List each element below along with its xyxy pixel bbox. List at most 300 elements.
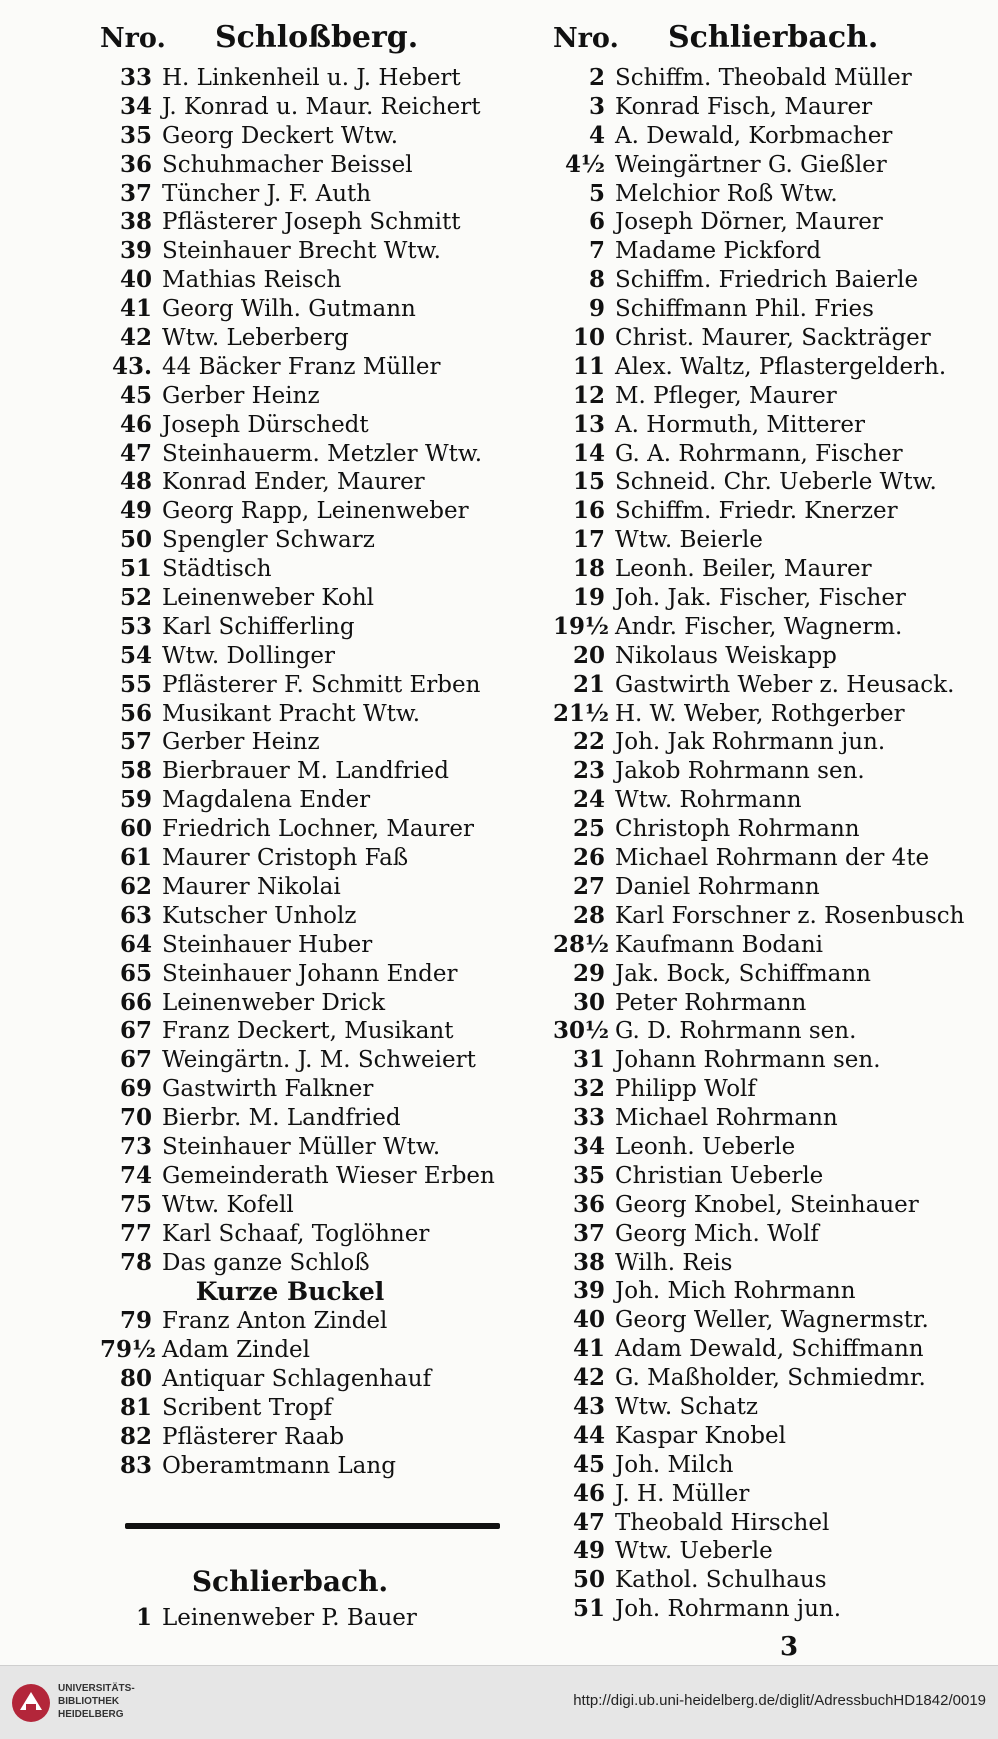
resident-name: Gastwirth Falkner <box>162 1076 374 1103</box>
schlierbach-first-entries <box>100 1604 520 1633</box>
house-number: 83 <box>119 1451 152 1479</box>
resident-name: Michael Rohrmann der 4te <box>615 845 930 872</box>
house-number: 20 <box>572 641 605 669</box>
list-item <box>553 1335 983 1364</box>
list-item <box>100 989 520 1018</box>
resident-name: Konrad Ender, Maurer <box>162 469 425 496</box>
house-number: 41 <box>572 1335 605 1363</box>
list-item <box>553 728 983 757</box>
resident-name: Jak. Bock, Schiffmann <box>615 960 871 987</box>
list-item <box>553 1364 983 1393</box>
list-item <box>553 180 983 209</box>
resident-name: Jakob Rohrmann sen. <box>615 758 865 785</box>
list-item <box>553 208 983 237</box>
left-column-header <box>100 20 520 64</box>
list-item <box>553 1422 983 1451</box>
resident-name: Philipp Wolf <box>615 1076 756 1103</box>
house-number: 29 <box>572 959 605 987</box>
house-number: 77 <box>119 1219 152 1247</box>
resident-name: H. W. Weber, Rothgerber <box>615 700 905 727</box>
library-name <box>58 1682 135 1721</box>
resident-name: Mathias Reisch <box>162 267 342 294</box>
house-number: 21 <box>572 670 605 698</box>
list-item <box>100 468 520 497</box>
resident-name: Maurer Nikolai <box>162 873 341 900</box>
list-item <box>100 1604 520 1633</box>
list-item <box>553 844 983 873</box>
resident-name: Schuhmacher Beissel <box>162 151 413 178</box>
house-number: 36 <box>572 1190 605 1218</box>
house-number: 39 <box>572 1277 605 1305</box>
resident-name: M. Pfleger, Maurer <box>615 382 837 409</box>
list-item <box>553 1306 983 1335</box>
list-item <box>100 180 520 209</box>
resident-name: Weingärtn. J. M. Schweiert <box>162 1047 476 1074</box>
list-item <box>553 700 983 729</box>
list-item <box>553 642 983 671</box>
house-number: 17 <box>572 526 605 554</box>
resident-name: Karl Schifferling <box>162 613 355 640</box>
resident-name: Joh. Milch <box>615 1451 734 1478</box>
resident-name: Karl Schaaf, Toglöhner <box>162 1220 430 1247</box>
list-item <box>100 1104 520 1133</box>
resident-name: Steinhauer Johann Ender <box>162 960 458 987</box>
list-item <box>100 613 520 642</box>
list-item <box>553 1451 983 1480</box>
house-number: 41 <box>119 295 152 323</box>
house-number: 31 <box>572 1046 605 1074</box>
nro-label: Nro. <box>553 23 619 54</box>
resident-name: Johann Rohrmann sen. <box>615 1047 881 1074</box>
list-item <box>100 844 520 873</box>
resident-name: Alex. Waltz, Pflastergelderh. <box>615 353 947 380</box>
house-number: 42 <box>572 1364 605 1392</box>
list-item <box>100 1307 520 1336</box>
house-number: 23 <box>572 757 605 785</box>
resident-name: Franz Anton Zindel <box>162 1308 388 1335</box>
list-item <box>100 1133 520 1162</box>
resident-name: Schiffm. Friedrich Baierle <box>615 267 919 294</box>
list-item <box>553 757 983 786</box>
schlierbach-section-start <box>100 1560 520 1633</box>
resident-name: Melchior Roß Wtw. <box>615 180 838 207</box>
resident-name: Städtisch <box>162 556 272 583</box>
house-number: 78 <box>119 1248 152 1276</box>
house-number: 52 <box>119 584 152 612</box>
resident-name: Scribent Tropf <box>162 1395 333 1422</box>
resident-name: Steinhauer Huber <box>162 931 373 958</box>
house-number: 21½ <box>553 699 609 727</box>
house-number: 13 <box>572 410 605 438</box>
list-item <box>553 873 983 902</box>
resident-name: Christoph Rohrmann <box>615 816 860 843</box>
list-item <box>100 931 520 960</box>
house-number: 59 <box>119 786 152 814</box>
footer-bar <box>0 1665 998 1739</box>
house-number: 34 <box>119 92 152 120</box>
list-item <box>100 353 520 382</box>
resident-name: Leinenweber Drick <box>162 989 386 1016</box>
house-number: 82 <box>119 1422 152 1450</box>
resident-name: Schiffmann Phil. Fries <box>615 296 874 323</box>
resident-name: G. Maßholder, Schmiedmr. <box>615 1365 926 1392</box>
house-number: 33 <box>572 1104 605 1132</box>
resident-name: Musikant Pracht Wtw. <box>162 700 421 727</box>
resident-name: G. A. Rohrmann, Fischer <box>615 440 903 467</box>
house-number: 33 <box>119 64 152 91</box>
house-number: 25 <box>572 815 605 843</box>
house-number: 39 <box>119 237 152 265</box>
page-number: 3 <box>780 1632 799 1662</box>
resident-name: Leinenweber Kohl <box>162 585 374 612</box>
house-number: 30½ <box>553 1017 609 1045</box>
resident-name: J. H. Müller <box>615 1480 750 1507</box>
list-item <box>100 266 520 295</box>
list-item <box>100 208 520 237</box>
resident-name: Christian Ueberle <box>615 1162 824 1189</box>
list-item <box>553 584 983 613</box>
resident-name: Georg Rapp, Leinenweber <box>162 498 469 525</box>
resident-name: Kaufmann Bodani <box>615 931 824 958</box>
list-item <box>553 324 983 353</box>
house-number: 42 <box>119 324 152 352</box>
resident-name: Franz Deckert, Musikant <box>162 1018 454 1045</box>
resident-name: Georg Wilh. Gutmann <box>162 296 416 323</box>
house-number: 19 <box>572 584 605 612</box>
resident-name: Magdalena Ender <box>162 787 371 814</box>
resident-name: Andr. Fischer, Wagnerm. <box>615 613 903 640</box>
house-number: 8 <box>588 266 605 294</box>
house-number: 47 <box>572 1508 605 1536</box>
house-number: 60 <box>119 815 152 843</box>
resident-name: Pflästerer Joseph Schmitt <box>162 209 461 236</box>
house-number: 40 <box>119 266 152 294</box>
house-number: 27 <box>572 872 605 900</box>
resident-name: Joh. Mich Rohrmann <box>615 1278 856 1305</box>
house-number: 7 <box>588 237 605 265</box>
library-name-line: BIBLIOTHEK <box>58 1696 120 1707</box>
list-item <box>100 93 520 122</box>
list-item <box>100 64 520 93</box>
list-item <box>553 671 983 700</box>
list-item <box>553 1191 983 1220</box>
list-item <box>553 526 983 555</box>
list-item <box>553 786 983 815</box>
house-number: 80 <box>119 1365 152 1393</box>
list-item <box>100 1162 520 1191</box>
resident-name: Nikolaus Weiskapp <box>615 642 837 669</box>
house-number: 3 <box>588 92 605 120</box>
list-item <box>100 382 520 411</box>
resident-name: Theobald Hirschel <box>615 1509 830 1536</box>
resident-name: Wtw. Leberberg <box>162 325 349 352</box>
resident-name: Kathol. Schulhaus <box>615 1567 827 1594</box>
list-item <box>100 1365 520 1394</box>
resident-name: A. Dewald, Korbmacher <box>615 122 893 149</box>
resident-name: Wtw. Ueberle <box>615 1538 773 1565</box>
resident-name: Antiquar Schlagenhauf <box>162 1366 432 1393</box>
resident-name: Pflästerer Raab <box>162 1423 345 1450</box>
list-item <box>100 295 520 324</box>
resident-name: Peter Rohrmann <box>615 989 807 1016</box>
list-item <box>100 1191 520 1220</box>
house-number: 79½ <box>100 1336 156 1364</box>
resident-name: Kaspar Knobel <box>615 1422 786 1449</box>
resident-name: Schneid. Chr. Ueberle Wtw. <box>615 469 937 496</box>
list-item <box>100 237 520 266</box>
list-item <box>100 1249 520 1278</box>
list-item <box>100 815 520 844</box>
street-heading-schlierbach-continued: Schlierbach. <box>668 20 879 55</box>
list-item <box>553 151 983 180</box>
list-item <box>553 815 983 844</box>
list-item <box>553 1277 983 1306</box>
house-number: 79 <box>119 1307 152 1335</box>
list-item <box>553 1393 983 1422</box>
list-item <box>553 1133 983 1162</box>
list-item <box>553 382 983 411</box>
house-number: 5 <box>588 179 605 207</box>
house-number: 32 <box>572 1075 605 1103</box>
house-number: 63 <box>119 901 152 929</box>
house-number: 37 <box>572 1219 605 1247</box>
resident-name: Kutscher Unholz <box>162 902 357 929</box>
list-item <box>100 902 520 931</box>
list-item <box>100 642 520 671</box>
list-item <box>100 1220 520 1249</box>
list-item <box>100 728 520 757</box>
section-divider-rule <box>125 1523 500 1529</box>
street-subheading-kurze-buckel: Kurze Buckel <box>195 1277 385 1307</box>
list-item <box>553 1075 983 1104</box>
resident-name: Bierbrauer M. Landfried <box>162 758 449 785</box>
list-item <box>553 555 983 584</box>
list-item <box>100 526 520 555</box>
list-item <box>553 266 983 295</box>
resident-name: Konrad Fisch, Maurer <box>615 93 873 120</box>
list-item <box>553 237 983 266</box>
list-item <box>553 1595 983 1624</box>
resident-name: Joh. Jak Rohrmann jun. <box>615 729 886 756</box>
list-item <box>100 497 520 526</box>
resident-name: J. Konrad u. Maur. Reichert <box>162 93 481 120</box>
resident-name: Georg Knobel, Steinhauer <box>615 1191 919 1218</box>
house-number: 49 <box>119 497 152 525</box>
house-number: 67 <box>119 1046 152 1074</box>
list-item <box>553 468 983 497</box>
house-number: 70 <box>119 1104 152 1132</box>
resident-name: Karl Forschner z. Rosenbusch <box>615 902 965 929</box>
resident-name: Madame Pickford <box>615 238 822 265</box>
nro-label: Nro. <box>100 23 166 54</box>
house-number: 43 <box>572 1392 605 1420</box>
resident-name: Pflästerer F. Schmitt Erben <box>162 671 481 698</box>
list-item <box>553 93 983 122</box>
resident-name: Bierbr. M. Landfried <box>162 1105 401 1132</box>
resident-name: Georg Mich. Wolf <box>615 1220 819 1247</box>
resident-name: Schiffm. Theobald Müller <box>615 65 912 91</box>
right-column <box>553 20 983 1624</box>
list-item <box>553 122 983 151</box>
house-number: 58 <box>119 757 152 785</box>
resident-name: G. D. Rohrmann sen. <box>615 1018 857 1045</box>
house-number: 55 <box>119 670 152 698</box>
house-number: 81 <box>119 1394 152 1422</box>
list-item <box>553 353 983 382</box>
left-entry-list <box>100 64 520 1277</box>
house-number: 35 <box>119 121 152 149</box>
kurze-buckel-entry-list <box>100 1307 520 1480</box>
house-number: 50 <box>572 1566 605 1594</box>
list-item <box>100 1046 520 1075</box>
resident-name: Gerber Heinz <box>162 729 320 756</box>
list-item <box>553 1220 983 1249</box>
house-number: 11 <box>572 352 605 380</box>
list-item <box>100 411 520 440</box>
resident-name: Georg Deckert Wtw. <box>162 122 399 149</box>
list-item <box>553 1537 983 1566</box>
list-item <box>553 440 983 469</box>
house-number: 38 <box>572 1248 605 1276</box>
house-number: 24 <box>572 786 605 814</box>
list-item <box>100 700 520 729</box>
list-item <box>553 1566 983 1595</box>
house-number: 74 <box>119 1161 152 1189</box>
house-number: 12 <box>572 381 605 409</box>
street-heading-schlierbach: Schlierbach. <box>191 1565 389 1598</box>
house-number: 66 <box>119 988 152 1016</box>
resident-name: Leonh. Beiler, Maurer <box>615 556 872 583</box>
resident-name: Wtw. Dollinger <box>162 642 335 669</box>
list-item <box>553 411 983 440</box>
resident-name: Adam Dewald, Schiffmann <box>615 1336 924 1363</box>
list-item <box>553 960 983 989</box>
house-number: 65 <box>119 959 152 987</box>
list-item <box>553 1509 983 1538</box>
house-number: 34 <box>572 1132 605 1160</box>
list-item <box>100 1336 520 1365</box>
resident-name: Steinhauerm. Metzler Wtw. <box>162 440 483 467</box>
house-number: 48 <box>119 468 152 496</box>
list-item <box>100 873 520 902</box>
resident-name: Wtw. Kofell <box>162 1191 294 1218</box>
resident-name: Oberamtmann Lang <box>162 1452 396 1479</box>
house-number: 22 <box>572 728 605 756</box>
resident-name: Steinhauer Müller Wtw. <box>162 1133 441 1160</box>
resident-name: 44 Bäcker Franz Müller <box>162 353 441 380</box>
list-item <box>100 960 520 989</box>
resident-name: Wilh. Reis <box>615 1249 733 1276</box>
house-number: 2 <box>588 64 605 91</box>
house-number: 40 <box>572 1306 605 1334</box>
list-item <box>100 555 520 584</box>
resident-name: Joseph Dürschedt <box>162 411 369 438</box>
list-item <box>100 1423 520 1452</box>
resident-name: Maurer Cristoph Faß <box>162 845 409 872</box>
list-item <box>553 64 983 93</box>
house-number: 46 <box>572 1479 605 1507</box>
list-item <box>553 613 983 642</box>
house-number: 73 <box>119 1132 152 1160</box>
house-number: 28 <box>572 901 605 929</box>
right-entry-list <box>553 64 983 1624</box>
house-number: 30 <box>572 988 605 1016</box>
source-url-link[interactable]: http://digi.ub.uni-heidelberg.de/diglit/AdressbuchHD1842/0019 <box>573 1692 986 1709</box>
street-heading-schlossberg: Schloßberg. <box>215 20 419 55</box>
house-number: 14 <box>572 439 605 467</box>
house-number: 53 <box>119 612 152 640</box>
resident-name: Tüncher J. F. Auth <box>162 180 372 207</box>
university-library-logo-icon <box>10 1682 52 1724</box>
list-item <box>100 757 520 786</box>
house-number: 51 <box>119 555 152 583</box>
resident-name: Friedrich Lochner, Maurer <box>162 816 475 843</box>
list-item <box>553 989 983 1018</box>
left-column <box>100 20 520 1481</box>
resident-name: Joh. Rohrmann jun. <box>615 1596 842 1623</box>
resident-name: Spengler Schwarz <box>162 527 375 554</box>
resident-name: A. Hormuth, Mitterer <box>615 411 866 438</box>
house-number: 56 <box>119 699 152 727</box>
house-number: 38 <box>119 208 152 236</box>
list-item <box>100 122 520 151</box>
list-item <box>100 440 520 469</box>
resident-name: Leonh. Ueberle <box>615 1133 796 1160</box>
house-number: 44 <box>572 1421 605 1449</box>
house-number: 64 <box>119 930 152 958</box>
house-number: 49 <box>572 1537 605 1565</box>
list-item <box>553 1162 983 1191</box>
list-item <box>100 1075 520 1104</box>
resident-name: Adam Zindel <box>162 1337 311 1364</box>
house-number: 35 <box>572 1161 605 1189</box>
list-item <box>553 1104 983 1133</box>
house-number: 15 <box>572 468 605 496</box>
resident-name: Gastwirth Weber z. Heusack. <box>615 671 955 698</box>
house-number: 57 <box>119 728 152 756</box>
house-number: 16 <box>572 497 605 525</box>
house-number: 67 <box>119 1017 152 1045</box>
house-number: 9 <box>588 295 605 323</box>
list-item <box>100 786 520 815</box>
resident-name: Wtw. Schatz <box>615 1393 758 1420</box>
resident-name: Wtw. Rohrmann <box>615 787 802 814</box>
list-item <box>100 1017 520 1046</box>
resident-name: Gerber Heinz <box>162 382 320 409</box>
resident-name: H. Linkenheil u. J. Hebert <box>162 65 461 91</box>
resident-name: Weingärtner G. Gießler <box>615 151 887 178</box>
right-column-header <box>553 20 983 64</box>
resident-name: Joh. Jak. Fischer, Fischer <box>615 585 906 612</box>
house-number: 4 <box>588 121 605 149</box>
list-item <box>553 902 983 931</box>
house-number: 18 <box>572 555 605 583</box>
house-number: 26 <box>572 844 605 872</box>
house-number: 61 <box>119 844 152 872</box>
house-number: 45 <box>572 1450 605 1478</box>
house-number: 4½ <box>565 150 605 178</box>
house-number: 28½ <box>553 930 609 958</box>
resident-name: Michael Rohrmann <box>615 1105 838 1132</box>
house-number: 19½ <box>553 612 609 640</box>
library-name-line: UNIVERSITÄTS- <box>58 1683 135 1694</box>
resident-name: Gemeinderath Wieser Erben <box>162 1162 495 1189</box>
resident-name: Joseph Dörner, Maurer <box>615 209 883 236</box>
house-number: 6 <box>588 208 605 236</box>
list-item <box>100 671 520 700</box>
resident-name: Leinenweber P. Bauer <box>162 1605 417 1631</box>
list-item <box>553 1249 983 1278</box>
